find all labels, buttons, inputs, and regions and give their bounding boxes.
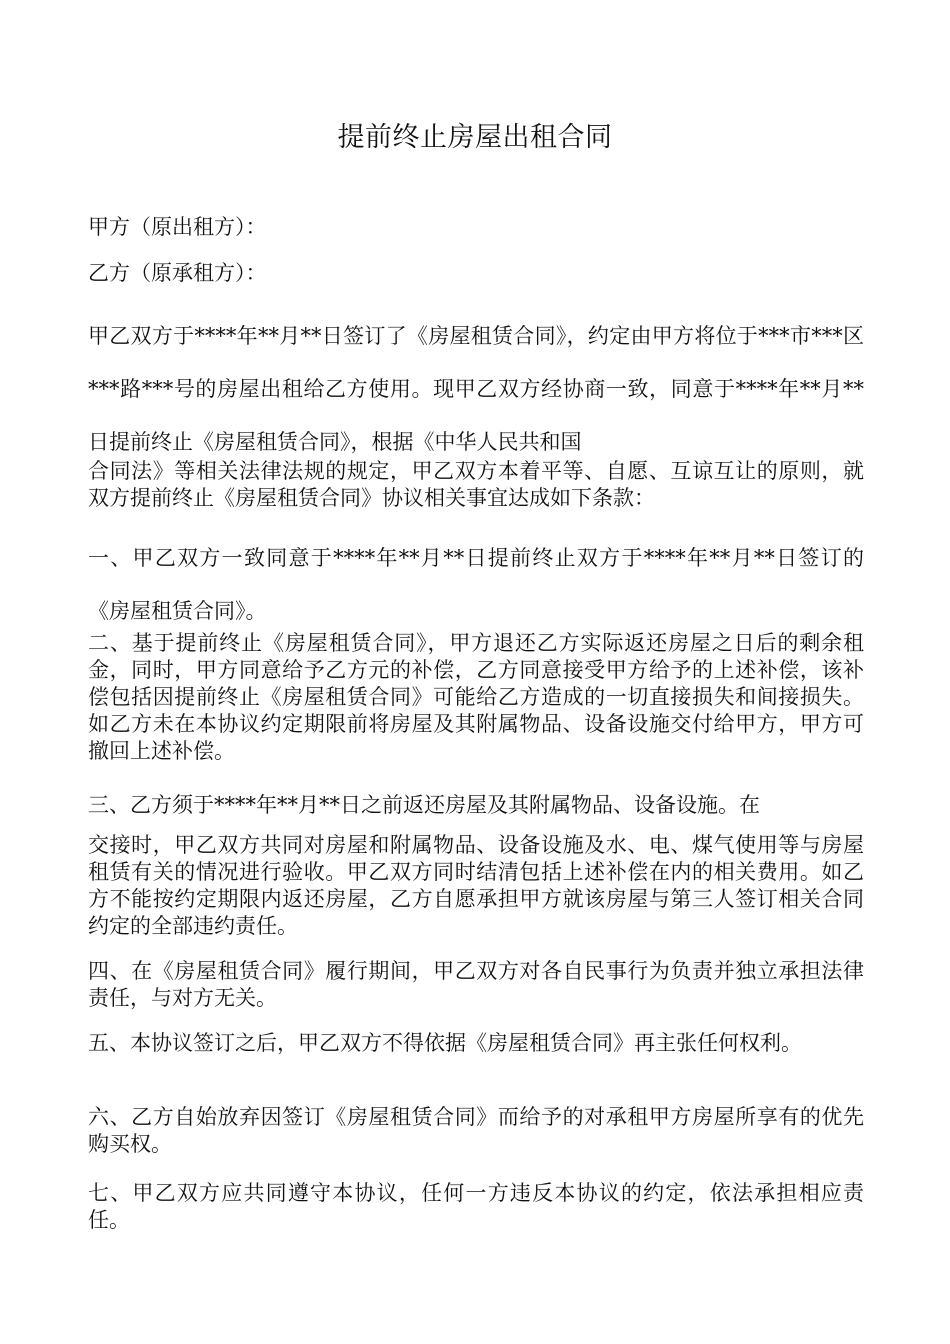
clause-7: 七、甲乙双方应共同遵守本协议，任何一方违反本协议的约定，依法承担相应责任。 — [88, 1181, 864, 1232]
clause-1: 一、甲乙双方一致同意于****年**月**日提前终止双方于****年**月**日签订的《房屋租赁合同》。 — [88, 546, 864, 623]
clause-4: 四、在《房屋租赁合同》履行期间，甲乙双方对各自民事行为负责并独立承担法律责任，与对方无关。 — [88, 959, 864, 1010]
preamble-paragraph-part2: 合同法》等相关法律法规的规定，甲乙双方本着平等、自愿、互谅互让的原则，就双方提前终止《房屋租赁合同》协议相关事宜达成如下条款： — [88, 459, 864, 510]
document-title: 提前终止房屋出租合同 — [337, 122, 613, 153]
clause-6: 六、乙方自始放弃因签订《房屋租赁合同》而给予的对承租甲方房屋所享有的优先购买权。 — [88, 1105, 864, 1156]
party-a-line: 甲方（原出租方）： — [88, 215, 267, 239]
clause-2: 二、基于提前终止《房屋租赁合同》，甲方退还乙方实际返还房屋之日后的剩余租金，同时，甲方同意给予乙方元的补偿，乙方同意接受甲方给予的上述补偿，该补偿包括因提前终止《房屋租赁合同》可能给乙方造成的一切直接损失和间接损失。如乙方未在本协议约定期限前将房屋及其附属物品、设备设施交付给甲方，甲方可撤回上述补偿。 — [88, 631, 864, 763]
preamble-paragraph-part1: 甲乙双方于****年**月**日签订了《房屋租赁合同》，约定由甲方将位于***市***区***路***号的房屋出租给乙方使用。现甲乙双方经协商一致，同意于****年**月**日提前终止《房屋租赁合同》，根据《中华人民共和国 — [88, 324, 864, 454]
party-b-line: 乙方（原承租方）： — [88, 261, 267, 285]
clause-3-part2: 交接时，甲乙双方共同对房屋和附属物品、设备设施及水、电、煤气使用等与房屋租赁有关的情况进行验收。甲乙双方同时结清包括上述补偿在内的相关费用。如乙方不能按约定期限内返还房屋，乙方自愿承担甲方就该房屋与第三人签订相关合同约定的全部违约责任。 — [88, 833, 864, 938]
clause-5: 五、本协议签订之后，甲乙双方不得依据《房屋租赁合同》再主张任何权利。 — [88, 1031, 802, 1055]
clause-3-part1: 三、乙方须于****年**月**日之前返还房屋及其附属物品、设备设施。在 — [88, 793, 760, 817]
